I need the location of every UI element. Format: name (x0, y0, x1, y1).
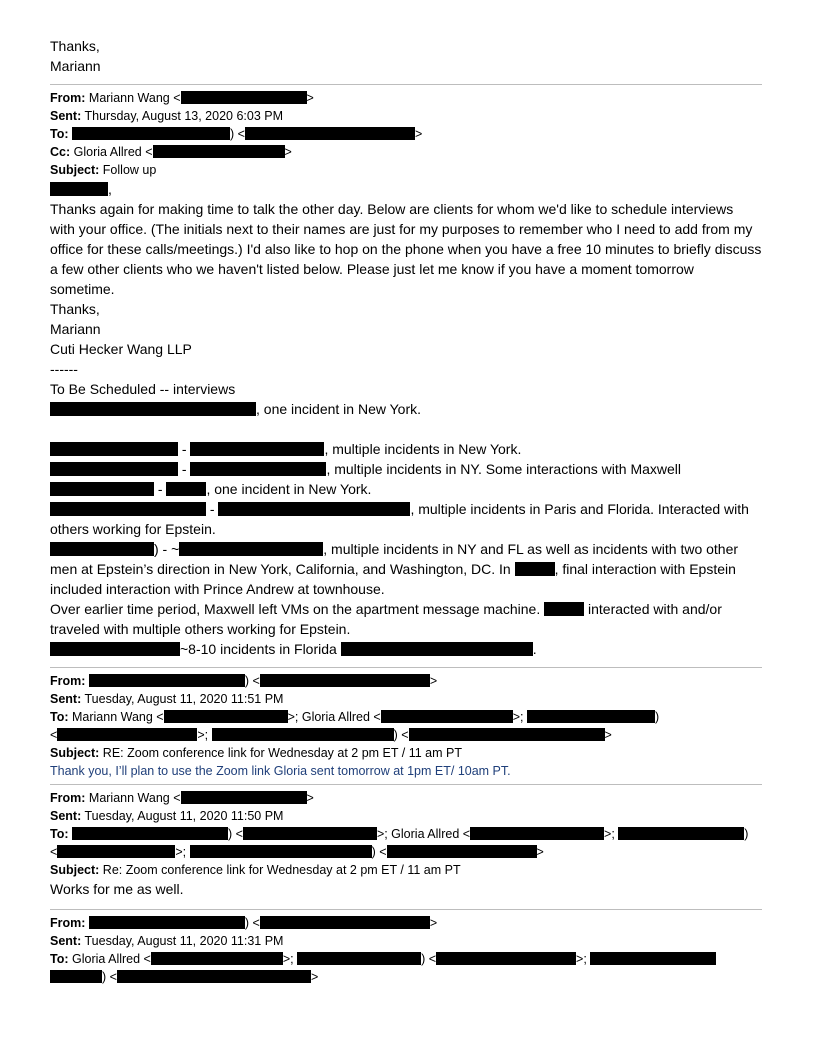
to-label: To: (50, 127, 69, 141)
redaction (515, 562, 555, 576)
redaction (50, 462, 178, 476)
from-label: From: (50, 791, 86, 805)
redaction (50, 502, 206, 516)
list-item: - , multiple incidents in NY. Some interactions with Maxwell (50, 459, 762, 479)
email-document (50, 36, 762, 986)
subject-label: Subject: (50, 163, 100, 177)
redaction (72, 127, 230, 140)
email-header: From: ) < > Sent: Tuesday, August 11, 2020 11:31 PM To: Gloria Allred < >; ) < >; ) < > (50, 914, 762, 986)
redaction (151, 952, 283, 965)
to-end: > (414, 127, 423, 141)
sent-label: Sent: (50, 692, 82, 706)
reply-text: Thank you, I’ll plan to use the Zoom link Gloria sent tomorrow at 1pm ET/ 10am PT. (50, 764, 511, 778)
redaction (590, 952, 716, 965)
email-header: From: ) < > Sent: Tuesday, August 11, 2020 11:51 PM To: Mariann Wang < >; Gloria Allred < >; ) < >; ) < > Subject: RE: Zoom conference link for Wednesday at 2 pm ET / 11 am PT (50, 674, 660, 760)
redaction (341, 642, 533, 656)
signoff-thanks: Thanks, (50, 38, 100, 54)
redaction (527, 710, 655, 723)
redaction (166, 482, 206, 496)
list-item: ) - ~ , multiple incidents in NY and FL as well as incidents with two other men at Epstein’s direction in New York, California, and Washington, DC. In , final interaction with Epstein included interaction with Prince Andrew at townhouse. (50, 541, 739, 597)
redaction (72, 827, 228, 840)
redaction (212, 728, 394, 741)
body-name: Mariann (50, 321, 101, 337)
subject-value: Follow up (102, 163, 157, 177)
redaction (181, 91, 307, 104)
redaction (243, 827, 377, 840)
from-label: From: (50, 91, 86, 105)
list-item: - , one incident in New York. (50, 479, 762, 499)
from-label: From: (50, 674, 86, 688)
redaction (409, 728, 605, 741)
from-value: Mariann Wang < (88, 91, 181, 105)
redaction (57, 728, 197, 741)
to-mid: ) < (230, 127, 245, 141)
to-label: To: (50, 952, 69, 966)
body-dashes: ------ (50, 361, 78, 377)
redaction (50, 970, 102, 983)
redaction (57, 845, 175, 858)
redaction (50, 182, 108, 196)
redaction (245, 127, 415, 140)
redaction (179, 542, 323, 556)
redaction (50, 642, 180, 656)
sent-label: Sent: (50, 934, 82, 948)
sent-label: Sent: (50, 809, 82, 823)
sent-value: Thursday, August 13, 2020 6:03 PM (84, 109, 284, 123)
redaction (387, 845, 537, 858)
cc-end: > (284, 145, 292, 159)
redaction (190, 462, 326, 476)
reply-text: Works for me as well. (50, 881, 184, 897)
redaction (190, 845, 372, 858)
redaction (260, 674, 430, 687)
redaction (181, 791, 307, 804)
divider (50, 784, 762, 785)
from-end: > (306, 91, 314, 105)
email-header (50, 89, 762, 179)
list-item: - , multiple incidents in New York. (50, 439, 762, 459)
redaction (89, 674, 245, 687)
subject-label: Subject: (50, 863, 100, 877)
list-item: ~8-10 incidents in Florida . (50, 639, 762, 659)
sent-value: Tuesday, August 11, 2020 11:31 PM (84, 934, 284, 948)
redaction (164, 710, 288, 723)
email-header: From: Mariann Wang < > Sent: Tuesday, August 11, 2020 11:50 PM To: ) < >; Gloria Allred < >; ) < >; ) < > Subject: Re: Zoom conference link for Wednesday at 2 pm ET / 11 am PT (50, 791, 749, 877)
redaction (297, 952, 421, 965)
subject-value: Re: Zoom conference link for Wednesday at 2 pm ET / 11 am PT (102, 863, 461, 877)
greeting-end: , (108, 181, 112, 197)
body-paragraph: Thanks again for making time to talk the other day. Below are clients for whom we'd like to schedule interviews with your office. (The initials next to their names are just for my purposes to remember who I need to add from my office for these calls/meetings.) I'd also like to hop on the phone when you have a free 10 minutes to briefly discuss a few other clients who we haven't listed below. Please just let me know if you have a moment tomorrow sometime. (50, 201, 762, 297)
redaction (50, 402, 256, 416)
redaction (117, 970, 311, 983)
divider (50, 84, 762, 85)
schedule-heading: To Be Scheduled -- interviews (50, 381, 236, 397)
divider (50, 909, 762, 910)
list-item: , one incident in New York. (50, 399, 762, 419)
body-thanks: Thanks, (50, 301, 100, 317)
redaction (50, 542, 154, 556)
redaction (153, 145, 285, 158)
to-label: To: (50, 827, 69, 841)
redaction (89, 916, 245, 929)
top-signoff (50, 36, 762, 76)
body-firm: Cuti Hecker Wang LLP (50, 341, 192, 357)
redaction (470, 827, 604, 840)
redaction (381, 710, 513, 723)
subject-label: Subject: (50, 746, 100, 760)
cc-value: Gloria Allred < (73, 145, 153, 159)
redaction (544, 602, 584, 616)
redaction (260, 916, 430, 929)
redaction (618, 827, 744, 840)
divider (50, 667, 762, 668)
subject-value: RE: Zoom conference link for Wednesday at 2 pm ET / 11 am PT (102, 746, 462, 760)
list-item: Over earlier time period, Maxwell left VMs on the apartment message machine. interacted with and/or traveled with multiple others working for Epstein. (50, 601, 722, 637)
redaction (218, 502, 410, 516)
signoff-name: Mariann (50, 58, 101, 74)
cc-label: Cc: (50, 145, 71, 159)
from-label: From: (50, 916, 86, 930)
sent-value: Tuesday, August 11, 2020 11:51 PM (84, 692, 284, 706)
redaction (190, 442, 324, 456)
sent-value: Tuesday, August 11, 2020 11:50 PM (84, 809, 284, 823)
to-label: To: (50, 710, 69, 724)
sent-label: Sent: (50, 109, 82, 123)
redaction (436, 952, 576, 965)
email-body (50, 179, 762, 659)
spacer (50, 419, 762, 439)
redaction (50, 482, 154, 496)
redaction (50, 442, 178, 456)
list-item: - , multiple incidents in Paris and Florida. Interacted with others working for Epstein. (50, 501, 749, 537)
